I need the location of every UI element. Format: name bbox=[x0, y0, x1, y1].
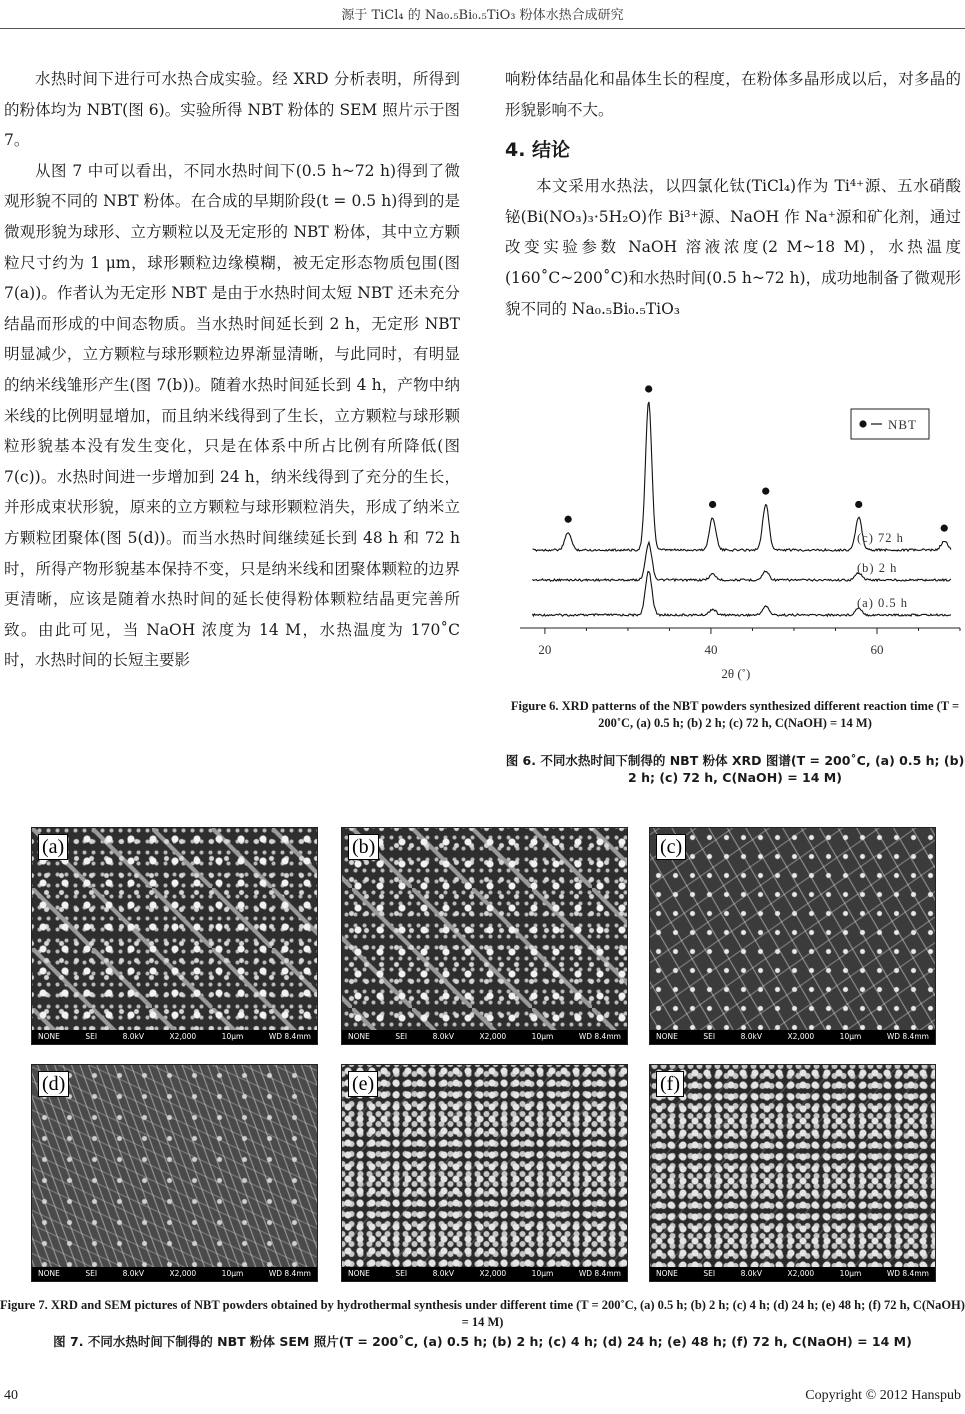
page-number: 40 bbox=[4, 1388, 18, 1403]
sem-detector: NONE bbox=[38, 1269, 60, 1278]
paragraph: 从图 7 中可以看出，不同水热时间下(0.5 h~72 h)得到了微观形貌不同的 NBT 粉体。在合成的早期阶段(t = 0.5 h)得到的是微观形貌为球形、立方颗粒以及无定形的 NBT 粉体，其中立方颗粒尺寸约为 1 μm，球形颗粒边缘模糊，被无定形态物质包围(图 7(a))。作者认为无定形 NBT 是由于水热时间太短 NBT 还未充分结晶而形成的中间态物质。当水热时间延长到 2 h，无定形 NBT 明显减少，立方颗粒与球形颗粒边界渐显清晰，与此同时，有明显的纳米线雏形产生(图 7(b))。随着水热时间延长到 4 h，产物中纳米线的比例明显增加，而且纳米线得到了生长，立方颗粒与球形颗粒形貌基本没有发生变化，只是在体系中所占比例有所降低(图 7(c))。水热时间进一步增加到 24 h，纳米线得到了充分的生长，并形成束状形貌，原来的立方颗粒与球形颗粒消失，形成了纳米立方颗粒团聚体(图 5(d))。而当水热时间继续延长到 48 h 和 72 h 时，所得产物形貌基本保持不变，只是纳米线和团聚体颗粒的边界更清晰，应该是随着水热时间的延长使得粉体颗粒结晶更完善所致。由此可见，当 NaOH 浓度为 14 M，水热温度为 170˚C 时，水热时间的长短主要影 bbox=[4, 161, 460, 670]
sem-magnification: X2,000 bbox=[169, 1269, 197, 1278]
sem-scale: 10μm bbox=[839, 1032, 862, 1041]
sem-voltage: 8.0kV bbox=[432, 1269, 455, 1278]
sem-scale: 10μm bbox=[531, 1269, 554, 1278]
series-label: (b) 2 h bbox=[857, 561, 898, 575]
panel-label: (e) bbox=[348, 1071, 378, 1097]
sem-detector: NONE bbox=[656, 1032, 678, 1041]
x-tick-label: 60 bbox=[870, 642, 884, 657]
sem-scale: 10μm bbox=[531, 1032, 554, 1041]
sem-wd: WD 8.4mm bbox=[578, 1269, 621, 1278]
sem-voltage: 8.0kV bbox=[122, 1269, 145, 1278]
sem-detector: NONE bbox=[656, 1269, 678, 1278]
figure6-caption-en: Figure 6. XRD patterns of the NBT powders synthesized different reaction time (T = 200˚C, (a) 0.5 h; (b) 2 h; (c) 72 h, C(NaOH) = 14 M) bbox=[510, 699, 960, 730]
nbt-peak-marker bbox=[709, 501, 716, 508]
sem-panel-b bbox=[341, 827, 628, 1045]
sem-magnification: X2,000 bbox=[787, 1032, 815, 1041]
panel-label: (c) bbox=[656, 834, 686, 860]
sem-magnification: X2,000 bbox=[787, 1269, 815, 1278]
sem-magnification: X2,000 bbox=[479, 1032, 507, 1041]
sem-mode: SEI bbox=[85, 1269, 98, 1278]
figure6-caption-zh: 图 6. 不同水热时间下制得的 NBT 粉体 XRD 图谱(T = 200˚C, (a) 0.5 h; (b) 2 h; (c) 72 h, C(NaOH) = 14 M) bbox=[505, 753, 965, 785]
xrd-figure bbox=[505, 375, 965, 695]
sem-panel-e bbox=[341, 1064, 628, 1282]
sem-detector: NONE bbox=[348, 1032, 370, 1041]
sem-scale: 10μm bbox=[221, 1032, 244, 1041]
sem-mode: SEI bbox=[703, 1032, 716, 1041]
series-label: (c) 72 h bbox=[857, 531, 904, 545]
legend-marker bbox=[859, 420, 866, 427]
running-header: 源于 TiCl₄ 的 Na₀.₅Bi₀.₅TiO₃ 粉体水热合成研究 bbox=[341, 8, 624, 23]
sem-panel-c bbox=[649, 827, 936, 1045]
nbt-peak-marker bbox=[565, 516, 572, 523]
left-column bbox=[4, 64, 460, 676]
series-label: (a) 0.5 h bbox=[857, 596, 908, 610]
paragraph: 水热时间下进行可水热合成实验。经 XRD 分析表明，所得到的粉体均为 NBT(图 6)。实验所得 NBT 粉体的 SEM 照片示于图 7。 bbox=[4, 70, 460, 150]
legend-label: NBT bbox=[888, 417, 917, 432]
sem-wd: WD 8.4mm bbox=[578, 1032, 621, 1041]
sem-databar bbox=[32, 1030, 317, 1044]
panel-label: (d) bbox=[38, 1071, 69, 1097]
sem-panel-d bbox=[31, 1064, 318, 1282]
sem-magnification: X2,000 bbox=[169, 1032, 197, 1041]
sem-detector: NONE bbox=[38, 1032, 60, 1041]
header-rule bbox=[0, 28, 965, 29]
sem-mode: SEI bbox=[703, 1269, 716, 1278]
sem-mode: SEI bbox=[395, 1032, 408, 1041]
sem-scale: 10μm bbox=[839, 1269, 862, 1278]
sem-panel-f bbox=[649, 1064, 936, 1282]
copyright-notice: Copyright © 2012 Hanspub bbox=[805, 1388, 961, 1403]
sem-panel-a bbox=[31, 827, 318, 1045]
figure7-caption-zh: 图 7. 不同水热时间下制得的 NBT 粉体 SEM 照片(T = 200˚C, (a) 0.5 h; (b) 2 h; (c) 4 h; (d) 24 h; (e) 48 h; (f) 72 h, C(NaOH) = 14 M) bbox=[53, 1334, 912, 1349]
sem-wd: WD 8.4mm bbox=[886, 1269, 929, 1278]
sem-voltage: 8.0kV bbox=[740, 1269, 763, 1278]
sem-wd: WD 8.4mm bbox=[268, 1032, 311, 1041]
sem-databar bbox=[32, 1267, 317, 1281]
sem-databar bbox=[650, 1030, 935, 1044]
sem-wd: WD 8.4mm bbox=[886, 1032, 929, 1041]
sem-voltage: 8.0kV bbox=[122, 1032, 145, 1041]
sem-magnification: X2,000 bbox=[479, 1269, 507, 1278]
sem-voltage: 8.0kV bbox=[740, 1032, 763, 1041]
panel-label: (f) bbox=[656, 1071, 684, 1097]
sem-voltage: 8.0kV bbox=[432, 1032, 455, 1041]
paragraph: 响粉体结晶化和晶体生长的程度，在粉体多晶形成以后，对多晶的形貌影响不大。 bbox=[505, 70, 961, 119]
nbt-peak-marker bbox=[762, 488, 769, 495]
nbt-peak-marker bbox=[855, 501, 862, 508]
panel-label: (a) bbox=[38, 834, 68, 860]
paragraph: 本文采用水热法，以四氯化钛(TiCl₄)作为 Ti⁴⁺源、五水硝酸铋(Bi(NO₃)₃·5H₂O)作 Bi³⁺源、NaOH 作 Na⁺源和矿化剂，通过改变实验参数 NaOH 溶液浓度(2 M~18 M)，水热温度(160˚C~200˚C)和水热时间(0.5 h~72 h)，成功地制备了微观形貌不同的 Na₀.₅Bi₀.₅TiO₃ bbox=[505, 177, 961, 318]
section-heading: 4. 结论 bbox=[505, 139, 571, 162]
sem-mode: SEI bbox=[395, 1269, 408, 1278]
right-column bbox=[505, 64, 961, 324]
x-tick-label: 40 bbox=[704, 642, 718, 657]
sem-databar bbox=[342, 1267, 627, 1281]
sem-databar bbox=[342, 1030, 627, 1044]
sem-scale: 10μm bbox=[221, 1269, 244, 1278]
nbt-peak-marker bbox=[941, 525, 948, 532]
panel-label: (b) bbox=[348, 834, 379, 860]
x-axis-label: 2θ (˚) bbox=[721, 666, 751, 681]
sem-detector: NONE bbox=[348, 1269, 370, 1278]
xrd-chart bbox=[505, 375, 965, 695]
sem-wd: WD 8.4mm bbox=[268, 1269, 311, 1278]
x-tick-label: 20 bbox=[538, 642, 552, 657]
figure7-caption-en: Figure 7. XRD and SEM pictures of NBT powders obtained by hydrothermal synthesis under different time (T = 200˚C, (a) 0.5 h; (b) 2 h; (c) 4 h; (d) 24 h; (e) 48 h; (f) 72 h, C(NaOH) = 14 M) bbox=[0, 1298, 965, 1329]
nbt-peak-marker bbox=[645, 385, 652, 392]
sem-mode: SEI bbox=[85, 1032, 98, 1041]
sem-databar bbox=[650, 1267, 935, 1281]
